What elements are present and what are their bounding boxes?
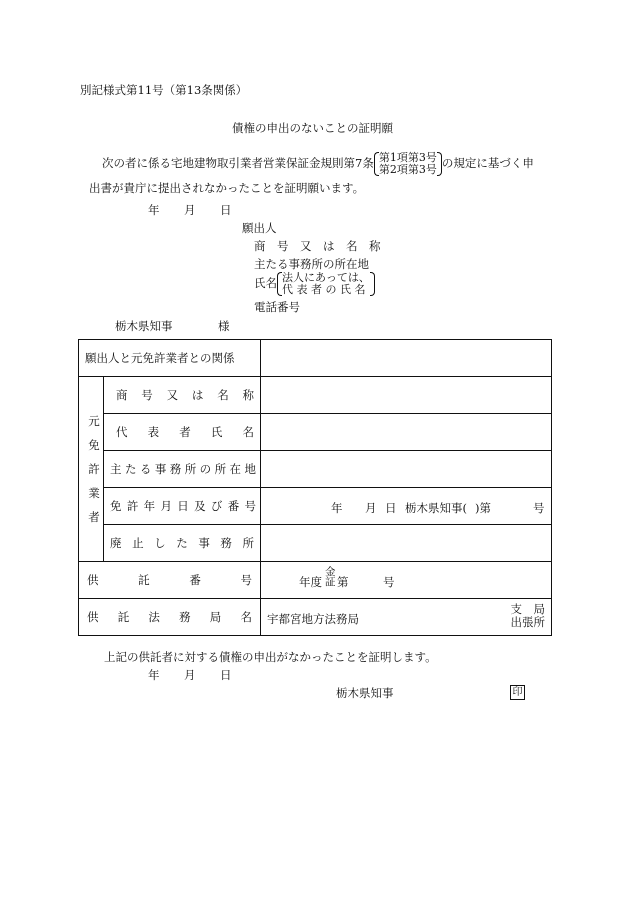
seal-mark [510,684,525,700]
label-char: 供 [87,573,99,587]
label-char: 月 [160,499,172,513]
label-char: 局 [209,610,222,624]
label-char: 表 [147,425,160,439]
certification-text: 上記の供託者に対する債権の申出がなかったことを証明します。 [104,650,437,664]
form-number: 別記様式第11号（第13条関係） [80,83,248,97]
label-char: は [191,388,204,402]
label-char: 称 [242,388,254,402]
deposit-number-value[interactable] [261,562,552,599]
intro-text-b: の規定に基づく申 [441,156,534,170]
branch-type [511,603,546,629]
trade-name-label [104,377,261,414]
deposit-kin: 金 [325,566,336,578]
closed-office-label [104,525,261,562]
label-char: の [199,462,212,476]
deposit-nendo: 年度 [299,575,322,589]
deposit-sho: 証 [325,576,336,588]
deposit-office-label [79,599,261,636]
relation-value[interactable] [261,340,552,377]
label-char: 事 [198,536,210,550]
bracket-item-1: 第1項第3号 [378,151,437,164]
label-char: 商 [116,388,128,402]
intro-text-a: 次の者に係る宅地建物取引業者営業保証金規則第7条 [102,156,374,170]
label-char: 番 [189,573,201,587]
label-char: 年 [143,499,156,513]
applicant-office: 主たる事務所の所在地 [254,257,369,271]
label-char: 許 [126,499,139,513]
label-char: し [154,536,166,550]
label-char: 法 [148,610,160,624]
addressee-governor: 栃木県知事 [115,319,173,333]
table-row [79,599,552,636]
cert-date-year: 年 [148,668,160,682]
applicant-trade-name: 商 号 又 は 名 称 [254,239,381,253]
deposit-office-value[interactable] [261,599,552,636]
label-char: 又 [166,388,179,402]
label-char: 所 [242,536,254,550]
side-char: 許 [88,462,100,476]
branch-label: 支 局 [510,602,545,616]
name-bracket-1: 法人にあっては、 [282,271,370,284]
label-char: 託 [138,573,150,587]
name-bracket-2: 代 表 者 の 氏 名 [282,283,366,296]
intro-line-2: 出書が貴庁に提出されなかったことを証明願います。 [89,181,365,195]
office-value[interactable] [261,451,552,488]
table-row [79,377,552,414]
label-char: 氏 [210,425,223,439]
trade-name-value[interactable] [261,377,552,414]
cert-date-day: 日 [220,668,232,682]
label-char: 務 [179,610,191,624]
label-char: た [176,536,188,550]
addressee-honorific: 様 [218,319,230,333]
side-char: 元 [88,414,100,428]
label-char: 名 [242,425,254,439]
representative-bracket [277,272,375,296]
label-char: 名 [217,388,229,402]
certifying-governor: 栃木県知事 [336,686,394,700]
label-char: 代 [116,425,128,439]
label-char: び [210,499,223,513]
table-row [79,414,552,451]
relation-label: 願出人と元免許業者との関係 [79,340,261,377]
label-char: 者 [179,425,191,439]
applicant-name-row [254,272,375,296]
intro-line-1 [102,152,534,176]
representative-label [104,414,261,451]
date-year: 年 [148,203,160,217]
side-char: 業 [88,486,100,500]
label-char: 所 [184,462,197,476]
office-label [104,451,261,488]
date-month: 月 [184,203,196,217]
license-dai: )第 [475,501,491,515]
date-day: 日 [220,203,232,217]
former-licensee-label [79,377,104,562]
deposit-dai: 第 [337,575,349,589]
license-label [104,488,261,525]
table-row [79,562,552,599]
label-char: 所 [214,462,227,476]
label-char: 号 [244,499,256,513]
label-char: る [139,462,152,476]
legal-bureau: 宇都宮地方法務局 [267,612,359,626]
license-value[interactable] [261,488,552,525]
license-day: 日 [385,501,397,515]
cert-date-month: 月 [184,668,196,682]
label-char: 務 [169,462,182,476]
label-char: 日 [177,499,189,513]
deposit-kin-sho [325,567,336,587]
label-char: た [124,462,137,476]
license-number-suffix: 号 [533,501,545,515]
label-char: 事 [154,462,167,476]
label-char: 廃 [110,536,122,550]
deposit-number-label [79,562,261,599]
closed-office-value[interactable] [261,525,552,562]
table-row [79,525,552,562]
label-char: 番 [227,499,240,513]
applicant-phone: 電話番号 [254,300,300,314]
license-governor: 栃木県知事( [405,501,467,515]
table-row [79,488,552,525]
side-char: 免 [88,438,100,452]
label-char: 及 [194,499,206,513]
table-row [79,340,552,377]
license-month: 月 [365,501,377,515]
label-char: 地 [244,462,256,476]
label-char: 免 [110,499,122,513]
article-bracket [374,152,442,176]
deposit-go: 号 [383,575,395,589]
applicant-name-label: 氏名 [254,276,277,290]
certificate-table [78,339,552,636]
table-row [79,451,552,488]
seal-icon: 印 [510,685,525,700]
label-char: 主 [110,462,122,476]
label-char: 号 [141,388,153,402]
bracket-item-2: 第2項第3号 [378,163,437,176]
label-char: 託 [117,610,130,624]
page-title: 債権の申出のないことの証明願 [232,121,393,135]
license-year: 年 [331,501,343,515]
label-char: 務 [220,536,232,550]
representative-value[interactable] [261,414,552,451]
side-char: 者 [88,510,100,524]
sub-office-label: 出張所 [510,615,545,629]
label-char: 号 [240,573,252,587]
label-char: 名 [240,610,252,624]
label-char: 止 [132,536,144,550]
label-char: 供 [87,610,99,624]
applicant-heading: 願出人 [242,221,277,235]
label-char: 在 [229,462,241,476]
